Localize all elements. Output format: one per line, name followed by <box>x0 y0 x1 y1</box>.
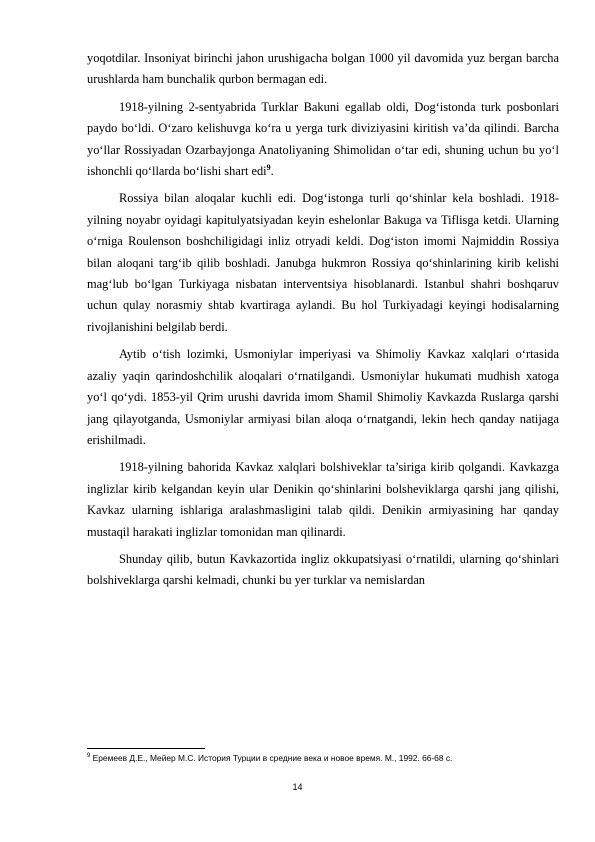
footnote-reference[interactable]: 9 <box>266 162 271 172</box>
paragraph-6-text: Shunday qilib, butun Kavkazortida ingliz okkupatsiyasi o‘rnatildi, ularning qo‘shinlari bolshiveklarga qarshi kelmadi, chunki bu yer turklar va nemislardan <box>87 551 559 588</box>
paragraph-5-text: 1918-yilning bahorida Kavkaz xalqlari bolshiveklar ta’siriga kirib qolgandi. Kavkazga inglizlar kirib kelgandan keyin ular Denikin qo‘shinlarini bolsheviklarga qarshi jang qilishi, Kavkaz ularning ishlariga aralashmasligini talab qildi. Denikin armiyasining har qanday mustaqil harakati inglizlar tomonidan man qilinardi. <box>87 460 559 539</box>
paragraph-4-text: Aytib o‘tish lozimki, Usmoniylar imperiyasi va Shimoliy Kavkaz xalqlari o‘rtasida azaliy yaqin qarindoshchilik aloqalari o‘rnatilgandi. Usmoniylar hukumati mudhish xatoga yo‘l qo‘ydi. 1853-yil Qrim urushi davrida imom Shamil Shimoliy Kavkazda Ruslarga qarshi jang qilayotganda, Usmoniylar armiyasi bilan aloqa o‘rnatgandi, lekin hech qanday natijaga erishilmadi. <box>87 347 559 447</box>
paragraph-1-text: yoqotdilar. Insoniyat birinchi jahon urushigacha bolgan 1000 yil davomida yuz bergan barcha urushlarda ham bunchalik qurbon bermagan edi. <box>87 51 559 87</box>
paragraph-3-text: Rossiya bilan aloqalar kuchli edi. Dog‘istonga turli qo‘shinlar kela boshladi. 1918-yilning noyabr oyidagi kapitulyatsiyadan keyin eshelonlar Bakuga va Tiflisga ketdi. Ularning o‘rniga Roulenson boshchiligidagi inliz otryadi keldi. Dog‘iston imomi Najmiddin Rossiya bilan aloqani targ‘ib qilib boshladi. Janubga hukmron Rossiya qo‘shinlarining kirib kelishi mag‘lub bo‘lgan Turkiyaga nisbatan interventsiya hisoblanardi. Istanbul shahri boshqaruv uchun qulay norasmiy shtab kvartiraga aylandi. Bu hol Turkiyadagi keyingi hodisalarning rivojlanishini belgilab berdi. <box>87 191 559 334</box>
body-text <box>87 48 559 598</box>
paragraph-5 <box>87 457 559 543</box>
paragraph-3 <box>87 188 559 338</box>
paragraph-2-text: 1918-yilning 2-sentyabrida Turklar Bakuni egallab oldi, Dog‘istonda turk posbonlari paydo bo‘ldi. O‘zaro kelishuvga ko‘ra u yerga turk diviziyasini kiritish va’da qilindi. Barcha yo‘llar Rossiyadan Ozarbayjonga Anatoliyaning Shimolidan o‘tar edi, shuning uchun bu yo‘l ishonchli qo‘llarda bo‘lishi shart edi <box>87 99 559 179</box>
paragraph-2-text-end: . <box>270 164 274 179</box>
footnote-text: Еремеев Д.Е., Мейер М.С. История Турции в средние века и новое время. М., 1992. 66-68 с. <box>90 753 453 763</box>
footnote-divider <box>87 748 205 749</box>
paragraph-1 <box>87 48 559 91</box>
footnote <box>87 752 559 764</box>
paragraph-2 <box>87 97 559 183</box>
paragraph-4 <box>87 344 559 451</box>
footnote-marker: 9 <box>87 753 91 760</box>
paragraph-6 <box>87 549 559 592</box>
page-number: 14 <box>292 782 303 792</box>
